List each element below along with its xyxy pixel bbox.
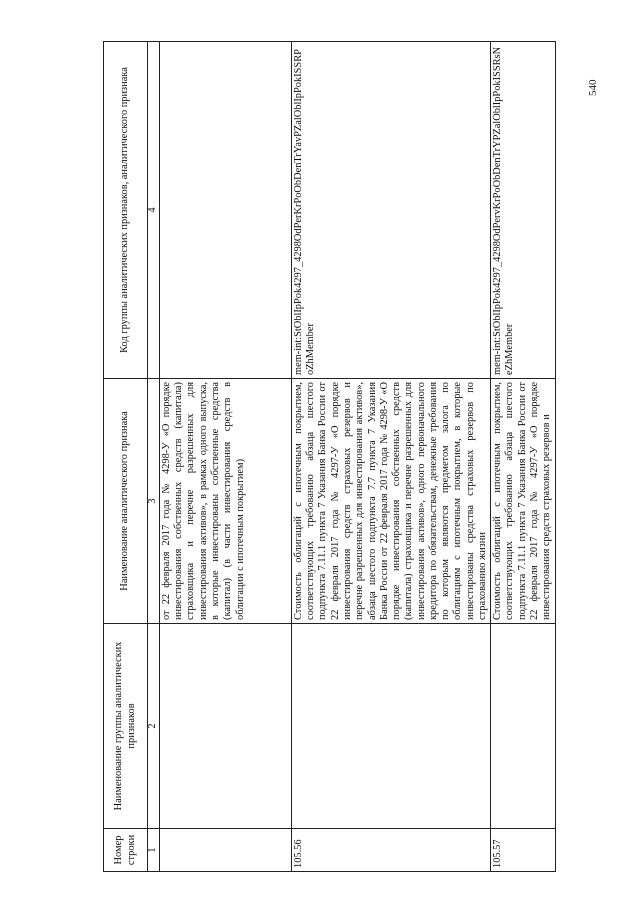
header-group-name: Наименование группы аналитических признаков <box>104 624 148 829</box>
row-number: 105.56 <box>291 829 490 872</box>
column-number-1: 1 <box>148 829 160 872</box>
row-group-name <box>491 624 555 829</box>
row-number: 105.57 <box>491 829 555 872</box>
analytic-features-table <box>103 41 556 872</box>
row-code: mem-int:StOblIpPok4297_4298OdPerKrPoObDenTrYavPZalOblIpPokISSRPoZhMember <box>291 42 490 379</box>
header-row-number: Номер строки <box>104 829 148 872</box>
row-feature-name: Стоимость облигаций с ипотечным покрытием, соответствующих требованию абзаца шестого подпункта 7.11.1 пункта 7 Указания Банка России от 22 февраля 2017 года № 4297-У «О порядке инвестирования средств страховых резервов и <box>491 379 555 624</box>
table-header-row <box>104 42 148 872</box>
table-row <box>159 42 291 872</box>
row-feature-name: от 22 февраля 2017 года № 4298-У «О порядке инвестирования собственных средств (капитала) страховщика и перечне разрешенных для инвестирования активов», в рамках одного выпуска, в которые инвестированы собственные средства (капитал) (в части инвестирования средств в облигации с ипотечным покрытием) <box>159 379 291 624</box>
row-feature-name: Стоимость облигаций с ипотечным покрытием, соответствующих требованию абзаца шестого подпункта 7.11.1 пункта 7 Указания Банка России от 22 февраля 2017 года № 4297-У «О порядке инвестирования средств страховых резервов и перечне разрешенных для инвестирования активов», абзаца шестого подпункта 7.7 пункта 7 Указания Банка России от 22 февраля 2017 года № 4298-У «О порядке инвестирования собственных средств (капитала) страховщика и перечне разрешенных для инвестирования активов», одного первоначального кредитора по обязательствам, денежные требования по которым являются предметом залога по облигациям с ипотечным покрытием, в которые инвестированы средства страховых резервов по страхованию жизни <box>291 379 490 624</box>
column-number-4: 4 <box>148 42 160 379</box>
table-row <box>291 42 490 872</box>
column-number-row <box>148 42 160 872</box>
rotated-document-page <box>103 42 553 872</box>
table-row <box>491 42 555 872</box>
header-code: Код группы аналитических признаков, аналитического признака <box>104 42 148 379</box>
header-feature-name: Наименование аналитического признака <box>104 379 148 624</box>
page-number: 540 <box>587 79 599 97</box>
row-code <box>159 42 291 379</box>
column-number-2: 2 <box>148 624 160 829</box>
row-group-name <box>159 624 291 829</box>
column-number-3: 3 <box>148 379 160 624</box>
row-code: mem-int:StOblIpPok4297_4298OdPervKrPoObDenTrYPZalOblIpPokISSRsNeZhMember <box>491 42 555 379</box>
row-group-name <box>291 624 490 829</box>
row-number <box>159 829 291 872</box>
